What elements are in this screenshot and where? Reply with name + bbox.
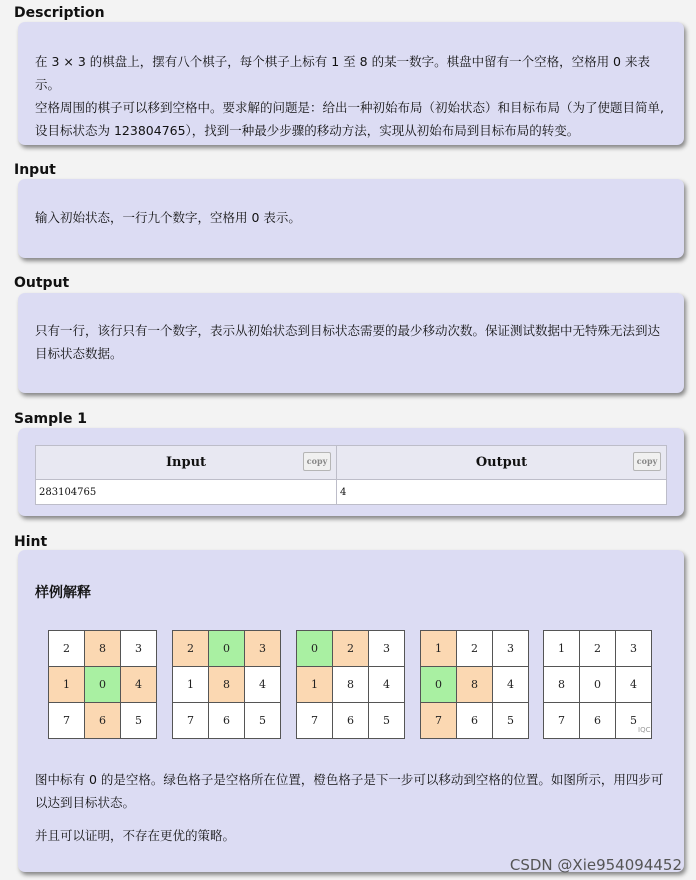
puzzle-cell: 8 (544, 667, 580, 703)
puzzle-cell: 2 (580, 631, 616, 667)
puzzle-cell: 7 (173, 703, 209, 739)
puzzle-cell: 0 (297, 631, 333, 667)
puzzle-cell: 1 (421, 631, 457, 667)
puzzle-cell: 2 (333, 631, 369, 667)
puzzle-cell: 6 (333, 703, 369, 739)
output-line: 只有一行，该行只有一个数字，表示从初始状态到目标状态需要的最少移动次数。保证测试数据中无特殊无法到达 (35, 323, 661, 338)
puzzle-grid (172, 630, 281, 739)
hint-title: Hint (14, 534, 48, 550)
hint-line: 以达到目标状态。 (35, 795, 136, 810)
puzzle-cell: 0 (209, 631, 245, 667)
puzzle-cell: 8 (209, 667, 245, 703)
puzzle-grid (296, 630, 405, 739)
copy-input-button[interactable]: copy (303, 452, 331, 471)
puzzle-cell: 7 (49, 703, 85, 739)
sample-input-header (36, 446, 337, 480)
sample-output-value: 4 (337, 480, 667, 505)
puzzle-cell: 1 (544, 631, 580, 667)
input-text: 输入初始状态，一行九个数字，空格用 0 表示。 (35, 210, 301, 225)
description-card (18, 22, 684, 145)
puzzle-cell: 4 (493, 667, 529, 703)
puzzle-cell: 1 (297, 667, 333, 703)
puzzle-cell: 5 (493, 703, 529, 739)
puzzle-cell: 3 (369, 631, 405, 667)
figure-watermark: IQC (638, 726, 651, 734)
puzzle-cell: 8 (457, 667, 493, 703)
puzzle-cell: 8 (333, 667, 369, 703)
puzzle-cell: 5 (121, 703, 157, 739)
hint-card (18, 550, 684, 872)
puzzle-cell: 0 (85, 667, 121, 703)
puzzle-cell: 3 (121, 631, 157, 667)
output-card (18, 293, 684, 393)
puzzle-cell: 3 (245, 631, 281, 667)
hint-proof: 并且可以证明，不存在更优的策略。 (35, 828, 236, 843)
puzzle-cell: 5 (369, 703, 405, 739)
description-title: Description (14, 5, 105, 21)
output-line: 目标状态数据。 (35, 346, 123, 361)
puzzle-cell: 2 (49, 631, 85, 667)
description-line: 设目标状态为 123804765），找到一种最少步骤的移动方法，实现从初始布局到目标布局的转变。 (35, 123, 580, 138)
puzzle-cell: 4 (616, 667, 652, 703)
puzzle-cell: 0 (580, 667, 616, 703)
puzzle-cell: 8 (85, 631, 121, 667)
puzzle-cell: 6 (85, 703, 121, 739)
puzzle-cell: 3 (616, 631, 652, 667)
sample-input-value: 283104765 (36, 480, 337, 505)
sample-card (18, 428, 684, 516)
puzzle-grid (48, 630, 157, 739)
puzzle-cell: 5 (616, 703, 652, 739)
input-card (18, 179, 684, 258)
puzzle-cell: 2 (457, 631, 493, 667)
puzzle-cell: 4 (369, 667, 405, 703)
sample-output-header (337, 446, 667, 480)
puzzle-grid (420, 630, 529, 739)
puzzle-cell: 6 (457, 703, 493, 739)
puzzle-cell: 6 (209, 703, 245, 739)
csdn-watermark: CSDN @Xie954094452 (509, 856, 682, 874)
puzzle-cell: 4 (121, 667, 157, 703)
sample-input-header-label: Input (165, 455, 207, 470)
puzzle-cell: 7 (544, 703, 580, 739)
hint-text (35, 768, 668, 847)
puzzle-cell: 1 (49, 667, 85, 703)
puzzle-cell: 3 (493, 631, 529, 667)
description-line: 空格周围的棋子可以移到空格中。要求解的问题是：给出一种初始布局（初始状态）和目标布局（为了使题目简单, (35, 100, 664, 115)
puzzle-cell: 6 (580, 703, 616, 739)
puzzle-grid (543, 630, 652, 739)
hint-line: 图中标有 0 的是空格。绿色格子是空格所在位置，橙色格子是下一步可以移动到空格的位置。如图所示，用四步可 (35, 772, 664, 787)
input-title: Input (14, 162, 56, 178)
puzzle-cell: 5 (245, 703, 281, 739)
output-title: Output (14, 275, 70, 291)
puzzle-cell: 0 (421, 667, 457, 703)
description-line: 在 3 × 3 的棋盘上，摆有八个棋子，每个棋子上标有 1 至 8 的某一数字。棋盘中留有一个空格，空格用 0 来表示。 (35, 54, 650, 92)
puzzle-cell: 1 (173, 667, 209, 703)
sample-table (35, 445, 667, 505)
table-row (36, 480, 667, 505)
puzzle-cell: 7 (297, 703, 333, 739)
puzzle-cell: 7 (421, 703, 457, 739)
puzzle-cell: 4 (245, 667, 281, 703)
hint-heading: 样例解释 (35, 585, 91, 601)
copy-output-button[interactable]: copy (633, 452, 661, 471)
sample-output-header-label: Output (475, 455, 528, 470)
sample-title: Sample 1 (14, 411, 88, 427)
puzzle-cell: 2 (173, 631, 209, 667)
